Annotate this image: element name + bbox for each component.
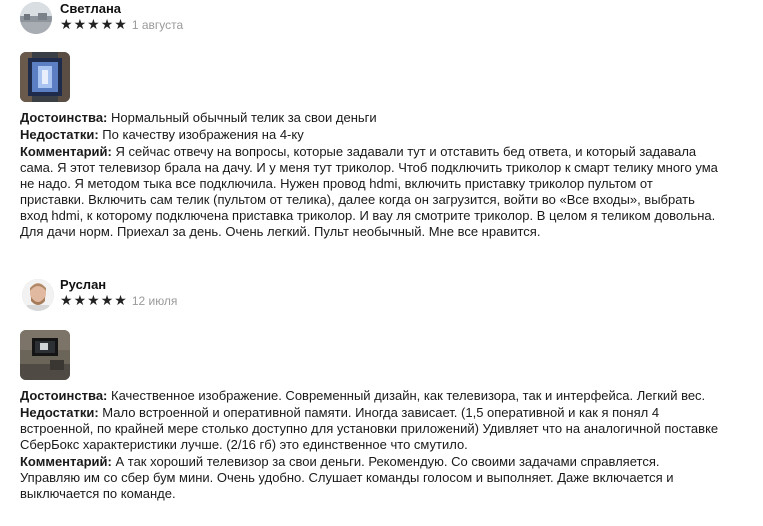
pros-label: Достоинства: xyxy=(20,110,108,125)
comment-paragraph xyxy=(20,144,720,240)
comment-label: Комментарий: xyxy=(20,454,112,469)
star-icon: ★ xyxy=(100,293,114,309)
cons-paragraph xyxy=(20,127,720,143)
comment-paragraph xyxy=(20,454,720,502)
comment-label: Комментарий: xyxy=(20,144,112,159)
avatar[interactable] xyxy=(20,2,52,34)
star-icon: ★ xyxy=(114,293,127,309)
star-icon: ★ xyxy=(87,17,100,33)
cons-paragraph xyxy=(20,405,720,453)
star-icon: ★ xyxy=(60,17,73,33)
review-card xyxy=(20,0,740,239)
author-name[interactable]: Светлана xyxy=(60,1,122,16)
review-photo[interactable] xyxy=(20,52,70,102)
pros-text: Качественное изображение. Современный дизайн, как телевизора, так и интерфейса. Легкий вес. xyxy=(107,388,706,403)
review-date: 12 июля xyxy=(131,294,178,308)
review-header xyxy=(20,0,740,40)
review-meta xyxy=(60,18,183,32)
review-text xyxy=(20,110,720,241)
review-photo[interactable] xyxy=(20,330,70,380)
review-card xyxy=(20,276,740,501)
pros-text: Нормальный обычный телик за свои деньги xyxy=(107,110,377,125)
rating-stars xyxy=(60,18,127,32)
star-icon: ★ xyxy=(73,17,87,33)
star-icon: ★ xyxy=(87,293,100,309)
review-date: 1 августа xyxy=(131,18,184,32)
cons-label: Недостатки: xyxy=(20,127,99,142)
comment-text: А так хороший телевизор за свои деньги. Рекомендую. Со своими задачами справляется. Управляю им со сбер бум мини. Очень удобно. Слушает команды голосом и выполняет. Даже включается и выключается по команде. xyxy=(20,454,674,501)
star-icon: ★ xyxy=(100,17,114,33)
comment-text: Я сейчас отвечу на вопросы, которые задавали тут и отставить бед ответа, и который задавала сама. Я этот телевизор брала на дачу. И у меня тут триколор. Чтоб подключить триколор к смарт телику много ума не надо. Я методом тыка все подключила. Нужен провод hdmi, включить приставку триколор пультом от приставки. Включить сам телик (пультом от телика), далее когда он загрузится, войти во «Все входы», выбрать вход hdmi, к которому подключена приставка триколор. И вау ля смотрите триколор. В целом я теликом довольна. Для дачи норм. Приехал за день. Очень легкий. Пульт необычный. Мне все нравится. xyxy=(20,144,718,239)
star-icon: ★ xyxy=(114,17,127,33)
review-meta xyxy=(60,294,177,308)
cons-label: Недостатки: xyxy=(20,405,99,420)
author-name[interactable]: Руслан xyxy=(60,277,107,292)
star-icon: ★ xyxy=(73,293,87,309)
avatar[interactable] xyxy=(22,279,54,311)
pros-paragraph xyxy=(20,110,720,126)
review-header xyxy=(20,276,740,316)
pros-paragraph xyxy=(20,388,720,404)
rating-stars xyxy=(60,294,127,308)
cons-text: Мало встроенной и оперативной памяти. Иногда зависает. (1,5 оперативной и как я понял 4 встроенной, по крайней мере столько доступно для установки приложений) Удивляет что на аналогичной поставке СберБокс характеристики лучше. (2/16 гб) это единственное что смутило. xyxy=(20,405,719,452)
pros-label: Достоинства: xyxy=(20,388,108,403)
star-icon: ★ xyxy=(60,293,73,309)
review-text xyxy=(20,388,720,503)
cons-text: По качеству изображения на 4-ку xyxy=(98,127,304,142)
